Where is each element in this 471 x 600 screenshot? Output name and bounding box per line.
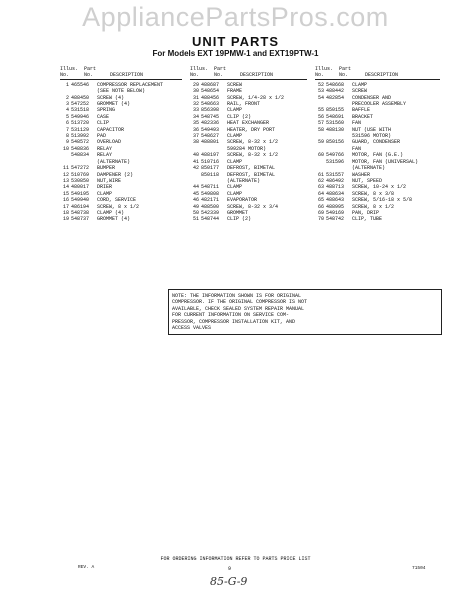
part-description: CLAMP: [227, 190, 243, 197]
illus-no: 55: [317, 107, 324, 114]
header-description: [110, 66, 182, 79]
header-description-label: DESCRIPTION: [110, 72, 144, 79]
part-description: CLAMP: [227, 133, 243, 140]
part-number: 850118: [201, 171, 220, 178]
part-description: SCREW, 5/16-18 x 5/8: [352, 197, 413, 204]
illus-no: 9: [65, 139, 69, 146]
part-number: 856398: [201, 107, 220, 114]
parts-column-1: [60, 66, 182, 223]
part-description: PRECOOLER ASSEMBLY: [352, 101, 407, 108]
header-description: [365, 66, 440, 79]
column-header: [60, 66, 182, 80]
part-description: CLAMP: [97, 190, 113, 197]
part-description: CLIP: [97, 120, 110, 127]
illus-no: 64: [317, 190, 324, 197]
header-part-no: [214, 66, 240, 79]
part-number: 549493: [201, 126, 220, 133]
part-number: 510769: [71, 171, 90, 178]
part-number: 548738: [71, 209, 90, 216]
header-illus-no: [60, 66, 84, 79]
part-description: CAPACITOR: [97, 126, 125, 133]
part-description: CASE: [97, 113, 110, 120]
illus-no: 66: [317, 203, 324, 210]
part-number: 547272: [71, 165, 90, 172]
part-description: DAMPENER (2): [97, 171, 134, 178]
watermark: AppliancePartsPros.com: [82, 2, 389, 32]
part-number: 488197: [201, 152, 220, 159]
note-line: COMPRESSOR. IF THE ORIGINAL COMPRESSOR IS NOT: [172, 299, 308, 306]
illus-no: 36: [192, 126, 199, 133]
part-description: (SEE NOTE BELOW): [97, 88, 146, 95]
parts-column-3: [315, 66, 440, 223]
header-illus-no: [315, 66, 339, 79]
part-description: SCREW: [352, 88, 368, 95]
part-description: NUT (USE WITH: [352, 126, 392, 133]
part-number: 480017: [71, 184, 90, 191]
illus-no: 57: [317, 120, 324, 127]
illus-no: 35: [192, 120, 199, 127]
part-number: 488500: [201, 203, 220, 210]
part-description: (ALTERNATE): [97, 158, 131, 165]
illus-no: 15: [62, 190, 69, 197]
part-number: 548742: [326, 216, 345, 223]
part-description: SCREW, 8 x 1/2: [352, 203, 395, 210]
part-row: [190, 216, 307, 222]
part-description: FRAME: [227, 88, 243, 95]
part-description: EVAPORATOR: [227, 197, 258, 204]
part-description: PAN, DRIP: [352, 209, 380, 216]
illus-no: 51: [192, 216, 199, 223]
illus-no: 17: [62, 203, 69, 210]
note-line: NOTE: THE INFORMATION SHOWN IS FOR ORIGINAL: [172, 293, 302, 299]
part-number: 488456: [201, 94, 220, 101]
part-number: 531557: [326, 171, 345, 178]
note-line: PRESSOR, COMPRESSOR INSTALLATION KIT, AND: [172, 318, 296, 325]
part-number: 548744: [201, 216, 220, 223]
illus-no: 44: [192, 184, 199, 191]
parts-column-2: [190, 66, 307, 223]
part-number: 510716: [201, 158, 220, 165]
part-number: 548737: [71, 216, 90, 223]
part-description: SCREW, 10-24 x 1/2: [352, 184, 407, 191]
part-description: NUT,WIRE: [97, 177, 122, 184]
illus-no: 10: [62, 145, 69, 152]
note-line: ACCESS VALVES: [172, 325, 212, 332]
header-part: Part: [84, 66, 97, 72]
header-illus: Illus.: [60, 66, 79, 72]
header-illus: Illus.: [190, 66, 209, 72]
illus-no: 40: [192, 152, 199, 159]
part-number: 513720: [71, 120, 90, 127]
part-description: GROMMET: [227, 209, 249, 216]
illus-no: 8: [65, 133, 69, 140]
part-number: 850155: [326, 107, 345, 114]
illus-no: 45: [192, 190, 199, 197]
part-row: [315, 216, 440, 222]
part-number: 488130: [326, 126, 345, 133]
part-number: 482336: [201, 120, 220, 127]
illus-no: 41: [192, 158, 199, 165]
illus-no: 32: [192, 101, 199, 108]
illus-no: 52: [317, 81, 324, 88]
part-description: CLIP (2): [227, 113, 252, 120]
part-number: 488442: [326, 88, 345, 95]
part-description: SCREW, 1/4-28 x 1/2: [227, 94, 285, 101]
part-number: 850156: [326, 139, 345, 146]
part-description: DRIER: [97, 184, 113, 191]
ordering-footer: FOR ORDERING INFORMATION REFER TO PARTS PRICE LIST: [160, 556, 311, 562]
part-number: 488995: [326, 203, 345, 210]
part-number: 850177: [201, 165, 220, 172]
part-number: 549940: [71, 197, 90, 204]
part-number: 548663: [201, 101, 220, 108]
part-description: HEATER, DRY PORT: [227, 126, 276, 133]
header-part-no: [339, 66, 365, 79]
page-title: UNIT PARTS: [191, 34, 280, 49]
part-description: BUMPER: [97, 165, 116, 172]
header-part-number: No.: [84, 72, 94, 79]
illus-no: 34: [192, 113, 199, 120]
part-description: CLAMP: [227, 158, 243, 165]
part-description: DEFROST, BIMETAL: [227, 165, 276, 172]
part-description: CLAMP: [352, 81, 368, 88]
header-part-number: No.: [339, 72, 349, 79]
part-description: CONDENSER AND: [352, 94, 392, 101]
part-number: 488713: [326, 184, 345, 191]
part-number: 549195: [71, 190, 90, 197]
illus-no: 61: [317, 171, 324, 178]
header-part-no: [84, 66, 110, 79]
part-description: MOTOR, FAN (G.E.): [352, 152, 404, 159]
part-description: PAD: [97, 133, 107, 140]
revision-label: REV. A: [78, 565, 95, 570]
page-number: 9: [228, 566, 232, 572]
part-description: CLAMP: [227, 107, 243, 114]
header-no: No.: [315, 72, 325, 79]
part-number: 542339: [201, 209, 220, 216]
part-description: 599284 MOTOR): [227, 145, 267, 152]
part-description: DEFROST, BIMETAL: [227, 171, 276, 178]
illus-no: 70: [317, 216, 324, 223]
illus-no: 42: [192, 165, 199, 172]
part-number: 548572: [71, 139, 90, 146]
illus-no: 5: [65, 113, 69, 120]
part-number: 549808: [201, 190, 220, 197]
illus-no: 14: [62, 184, 69, 191]
page-subtitle: For Models EXT 19PMW-1 and EXT19PTW-1: [152, 49, 319, 58]
part-number: 547252: [71, 101, 90, 108]
header-part: Part: [214, 66, 227, 72]
part-description: HEAT EXCHANGER: [227, 120, 270, 127]
illus-no: 59: [317, 139, 324, 146]
part-number: 488643: [326, 197, 345, 204]
part-number: 549766: [326, 152, 345, 159]
part-description: SPRING: [97, 107, 116, 114]
part-number: 488801: [201, 139, 220, 146]
header-part: Part: [339, 66, 352, 72]
part-description: CORD, SERVICE: [97, 197, 137, 204]
illus-no: 58: [317, 126, 324, 133]
part-description: WASHER: [352, 171, 371, 178]
part-description: RELAY: [97, 152, 113, 159]
part-description: SCREW, 8 x 1/2: [97, 203, 140, 210]
illus-no: 18: [62, 209, 69, 216]
part-description: GROMMET (4): [97, 216, 131, 223]
illus-no: 60: [317, 152, 324, 159]
part-description: OVERLOAD: [97, 139, 122, 146]
part-number: 531129: [71, 126, 90, 133]
illus-no: 12: [62, 171, 69, 178]
part-number: 548654: [201, 88, 220, 95]
part-number: 549946: [71, 113, 90, 120]
part-description: RELAY: [97, 145, 113, 152]
part-description: GUARD, CONDENSER: [352, 139, 401, 146]
column-header: [190, 66, 307, 80]
illus-no: 49: [192, 203, 199, 210]
illus-no: 37: [192, 133, 199, 140]
compressor-note: [168, 289, 442, 335]
illus-no: 62: [317, 177, 324, 184]
part-description: 531596 MOTOR): [352, 133, 392, 140]
part-description: CLIP (2): [227, 216, 252, 223]
illus-no: 31: [192, 94, 199, 101]
illus-no: 50: [192, 209, 199, 216]
part-number: 531518: [71, 107, 90, 114]
illus-no: 54: [317, 94, 324, 101]
handwritten-note: 85-G-9: [210, 575, 248, 588]
column-header: [315, 66, 440, 80]
illus-no: 13: [62, 177, 69, 184]
part-number: 482854: [326, 94, 345, 101]
part-number: 465546: [71, 81, 90, 88]
illus-no: 19: [62, 216, 69, 223]
part-number: 488634: [326, 190, 345, 197]
illus-no: 16: [62, 197, 69, 204]
part-description: COMPRESSOR REPLACEMENT: [97, 81, 164, 88]
part-description: BAFFLE: [352, 107, 371, 114]
part-description: FAN: [352, 120, 362, 127]
document-number: 71504: [412, 566, 426, 571]
part-number: 488450: [71, 94, 90, 101]
illus-no: 65: [317, 197, 324, 204]
illus-no: 53: [317, 88, 324, 95]
header-no: No.: [190, 72, 200, 79]
part-number: 548627: [201, 133, 220, 140]
header-illus-no: [190, 66, 214, 79]
part-number: 548711: [201, 184, 220, 191]
header-illus: Illus.: [315, 66, 334, 72]
illus-no: 46: [192, 197, 199, 204]
header-description-label: DESCRIPTION: [365, 72, 399, 79]
illus-no: 1: [65, 81, 69, 88]
header-description-label: DESCRIPTION: [240, 72, 274, 79]
part-description: SCREW, 8-32 x 1/2: [227, 139, 279, 146]
illus-no: 69: [317, 209, 324, 216]
part-description: FAN: [352, 145, 362, 152]
part-number: 548834: [71, 152, 90, 159]
header-description: [240, 66, 307, 79]
part-number: 486492: [326, 177, 345, 184]
part-description: RAIL, FRONT: [227, 101, 261, 108]
part-row: [60, 216, 182, 222]
part-description: SCREW, 8-32 x 1/2: [227, 152, 279, 159]
part-number: 548668: [326, 81, 345, 88]
part-number: 513992: [71, 133, 90, 140]
header-part-number: No.: [214, 72, 224, 79]
part-description: SCREW (4): [97, 94, 125, 101]
part-description: SCREW, 8-32 x 3/4: [227, 203, 279, 210]
part-description: CLAMP (4): [97, 209, 125, 216]
part-number: 530850: [71, 177, 90, 184]
part-number: 548691: [326, 113, 345, 120]
part-number: 486194: [71, 203, 90, 210]
part-number: 549169: [326, 209, 345, 216]
note-line: FOR CURRENT INFORMATION ON SERVICE COM-: [172, 312, 290, 319]
part-description: MOTOR, FAN (UNIVERSAL): [352, 158, 419, 165]
part-description: CLAMP: [227, 184, 243, 191]
illus-no: 6: [65, 120, 69, 127]
part-number: 488687: [201, 81, 220, 88]
part-description: GROMMET (4): [97, 101, 131, 108]
illus-no: 2: [65, 94, 69, 101]
illus-no: 33: [192, 107, 199, 114]
illus-no: 29: [192, 81, 199, 88]
part-description: (ALTERNATE): [352, 165, 386, 172]
part-description: BRACKET: [352, 113, 374, 120]
illus-no: 30: [192, 88, 199, 95]
part-description: CLIP, TUBE: [352, 216, 383, 223]
illus-no: 7: [65, 126, 69, 133]
part-number: 548836: [71, 145, 90, 152]
note-line: AVAILABLE, CHECK SEALED SYSTEM REPAIR MANUAL: [172, 305, 305, 312]
part-description: NUT, SPEED: [352, 177, 383, 184]
illus-no: 56: [317, 113, 324, 120]
part-number: 548745: [201, 113, 220, 120]
part-description: SCREW, 8 x 3/8: [352, 190, 395, 197]
part-number: 531596: [326, 158, 345, 165]
illus-no: 3: [65, 101, 69, 108]
illus-no: 11: [62, 165, 69, 172]
illus-no: 4: [65, 107, 69, 114]
illus-no: 63: [317, 184, 324, 191]
illus-no: 38: [192, 139, 199, 146]
header-no: No.: [60, 72, 70, 79]
part-number: 482171: [201, 197, 220, 204]
part-number: 531560: [326, 120, 345, 127]
part-description: SCREW: [227, 81, 243, 88]
part-description: (ALTERNATE): [227, 177, 261, 184]
